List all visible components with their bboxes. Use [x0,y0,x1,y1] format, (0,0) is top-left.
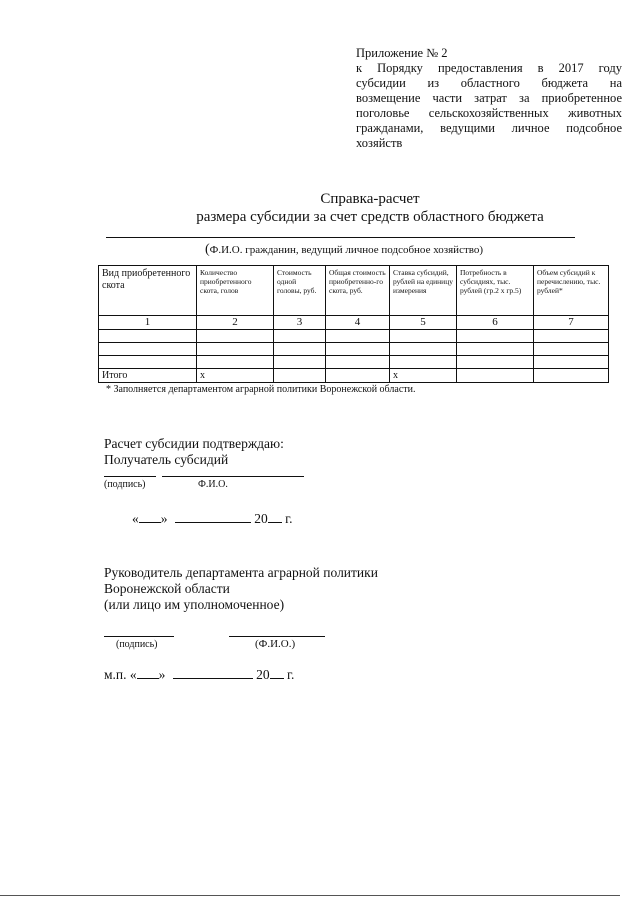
head-title: Руководитель департамента аграрной политики [104,565,378,580]
table-cell[interactable] [534,330,609,343]
total-label: Итого [99,369,197,383]
name-caption-paren: ( [205,242,210,257]
date-quote-close: » [160,511,168,526]
table-row[interactable] [99,356,609,369]
doc-title: Справка-расчет [320,191,420,207]
table-cell[interactable] [390,356,457,369]
date-year: 20 [254,511,268,526]
head-fio-caption: (Ф.И.О.) [255,638,296,650]
annex-number: Приложение № 2 [356,46,448,60]
table-row[interactable] [99,343,609,356]
stamp-label: м.п. [104,667,127,682]
date-year-suffix: г. [281,511,293,526]
head-authorized: (или лицо им уполномоченное) [104,597,285,612]
table-cell[interactable] [457,356,534,369]
head-region: Воронежской области [104,581,230,596]
table-cell[interactable] [274,343,326,356]
date-quote-open: « [132,511,139,526]
recipient-fio-line[interactable] [162,476,304,477]
header-unit-cost: Стоимость одной головы, руб. [274,266,326,316]
col-number-4: 4 [326,316,390,330]
subsidy-table [98,265,609,383]
date-month-blank[interactable] [175,510,251,523]
col-number-5: 5 [390,316,457,330]
table-cell[interactable] [274,369,326,383]
header-total-cost: Общая стоимость приобретенно-го скота, руб. [326,266,390,316]
table-cell[interactable] [326,356,390,369]
table-row[interactable] [99,330,609,343]
stamp-date [104,666,294,683]
date-year-suffix: г. [283,667,295,682]
table-cell[interactable] [326,343,390,356]
table-header-row [99,266,609,316]
col-number-6: 6 [457,316,534,330]
annex-line-4: поголовье сельскохозяйственных животных [356,106,622,120]
recipient-date [132,510,293,527]
header-need: Потребность в субсидиях, тыс. рублей (гр.2 х гр.5) [457,266,534,316]
date-month-blank[interactable] [173,666,253,679]
header-rate: Ставка субсидий, рублей на единицу измерения [390,266,457,316]
date-quote-close: » [158,667,166,682]
table-cell[interactable] [457,369,534,383]
recipient-signature-line[interactable] [104,476,156,477]
annex-line-1: к Порядку предоставления в 2017 году [356,61,622,75]
head-fio-line[interactable] [229,636,325,637]
table-cell[interactable] [534,369,609,383]
name-fill-line[interactable] [106,237,575,238]
table-number-row [99,316,609,330]
name-caption [205,242,483,258]
annex-block [356,46,622,151]
date-year-blank[interactable] [268,510,282,523]
table-cell[interactable] [197,343,274,356]
doc-subtitle: размера субсидии за счет средств областного бюджета [196,209,544,225]
recipient-signature-caption: (подпись) [104,479,146,490]
table-cell[interactable] [99,330,197,343]
table-cell[interactable] [197,330,274,343]
header-livestock-type: Вид приобретенного скота [99,266,197,316]
table-cell[interactable] [326,369,390,383]
table-cell[interactable] [457,330,534,343]
col-number-3: 3 [274,316,326,330]
page-bottom-edge [0,895,620,896]
recipient-label: Получатель субсидий [104,452,229,467]
table-cell[interactable] [274,356,326,369]
head-signature-caption: (подпись) [116,639,158,650]
confirm-text: Расчет субсидии подтверждаю: [104,436,284,451]
table-cell[interactable] [197,356,274,369]
table-cell[interactable] [390,343,457,356]
annex-line-6: хозяйств [356,136,403,150]
table-cell[interactable] [390,330,457,343]
table-cell[interactable] [274,330,326,343]
col-number-2: 2 [197,316,274,330]
col-number-1: 1 [99,316,197,330]
table-cell[interactable] [534,356,609,369]
footnote: * Заполняется департаментом аграрной политики Воронежской области. [106,384,416,395]
table-total-row [99,369,609,383]
annex-line-3: возмещение части затрат за приобретенное [356,91,622,105]
head-signature-line[interactable] [104,636,174,637]
table-cell[interactable] [99,356,197,369]
header-quantity: Количество приобретенного скота, голов [197,266,274,316]
total-col2: х [197,369,274,383]
recipient-fio-caption: Ф.И.О. [198,479,228,490]
annex-line-5: гражданами, ведущими личное подсобное [356,121,622,135]
col-number-7: 7 [534,316,609,330]
table-cell[interactable] [534,343,609,356]
annex-line-2: субсидии из областного бюджета на [356,76,622,90]
date-day-blank[interactable] [139,510,161,523]
table-cell[interactable] [457,343,534,356]
date-day-blank[interactable] [137,666,159,679]
name-caption-text: Ф.И.О. гражданин, ведущий личное подсобное хозяйство) [209,244,484,256]
header-amount: Объем субсидий к перечислению, тыс. рублей* [534,266,609,316]
total-col5: х [390,369,457,383]
table-cell[interactable] [99,343,197,356]
date-year: 20 [256,667,270,682]
date-year-blank[interactable] [270,666,284,679]
date-quote-open: « [129,667,137,682]
table-cell[interactable] [326,330,390,343]
